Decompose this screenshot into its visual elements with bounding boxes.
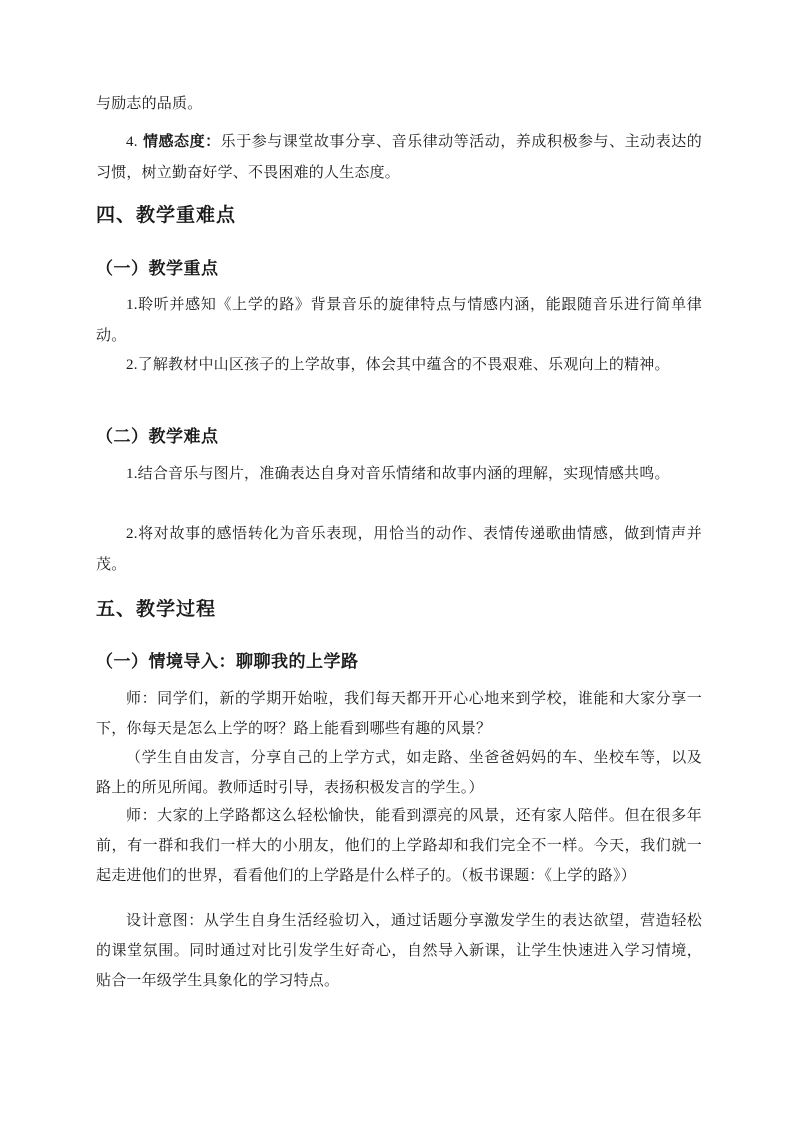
teacher-line-1 <box>96 683 702 743</box>
paragraph-text: 聆听并感知《上学的路》背景音乐的旋律特点与情感内涵，能跟随音乐进行简单律动。 <box>96 295 702 344</box>
paragraph-text: 师：同学们，新的学期开始啦，我们每天都开开心心地来到学校，谁能和大家分享一下，你每天是怎么上学的呀？路上能看到哪些有趣的风景？ <box>96 689 702 737</box>
student-activity <box>96 742 702 802</box>
item-number: 1. <box>126 466 138 482</box>
paragraph-text: 与励志的品质。 <box>96 94 203 112</box>
paragraph-continuation <box>96 88 702 118</box>
paragraph-text: 师：大家的上学路都这么轻松愉快，能看到漂亮的风景，还有家人陪伴。但在很多年前，有一群和我们一样大的小朋友，他们的上学路却和我们完全不一样。今天，我们就一起走进他们的世界，看看他们的上学路是什么样子的。（板书课题：《上学的路》） <box>96 806 702 884</box>
teacher-line-2 <box>96 800 702 890</box>
difficulty-1 <box>96 458 702 489</box>
item-number: 2. <box>126 357 138 373</box>
paragraph-text: 乐于参与课堂故事分享、音乐律动等活动，养成积极参与、主动表达的习惯，树立勤奋好学、不畏困难的人生态度。 <box>96 132 702 181</box>
subsection-heading-intro: （一）情境导入：聊聊我的上学路 <box>96 652 359 672</box>
difficulty-2 <box>96 518 702 579</box>
section-heading-4: 四、教学重难点 <box>96 204 237 226</box>
item-number: 2. <box>126 526 138 542</box>
paragraph-text: 结合音乐与图片，准确表达自身对音乐情绪和故事内涵的理解，实现情感共鸣。 <box>137 464 670 482</box>
item-number: 1. <box>126 297 138 313</box>
item-label: 情感态度： <box>142 132 221 150</box>
section-heading-5: 五、教学过程 <box>96 598 217 620</box>
item-number: 4. <box>126 134 138 150</box>
key-point-2 <box>96 349 702 380</box>
paragraph-emotion-attitude <box>96 126 702 187</box>
subsection-heading-difficulties: （二）教学难点 <box>96 427 219 447</box>
paragraph-text: 了解教材中山区孩子的上学故事，体会其中蕴含的不畏艰难、乐观向上的精神。 <box>137 355 670 373</box>
paragraph-text: （学生自由发言，分享自己的上学方式，如走路、坐爸爸妈妈的车、坐校车等，以及路上的所见所闻。教师适时引导，表扬积极发言的学生。） <box>96 748 702 796</box>
design-intent <box>96 905 702 995</box>
subsection-heading-key-points: （一）教学重点 <box>96 259 219 279</box>
paragraph-text: 将对故事的感悟转化为音乐表现，用恰当的动作、表情传递歌曲情感，做到情声并茂。 <box>96 524 702 573</box>
paragraph-text: 设计意图：从学生自身生活经验切入，通过话题分享激发学生的表达欲望，营造轻松的课堂氛围。同时通过对比引发学生好奇心，自然导入新课，让学生快速进入学习情境，贴合一年级学生具象化的学习特点。 <box>96 911 702 989</box>
key-point-1 <box>96 289 702 350</box>
